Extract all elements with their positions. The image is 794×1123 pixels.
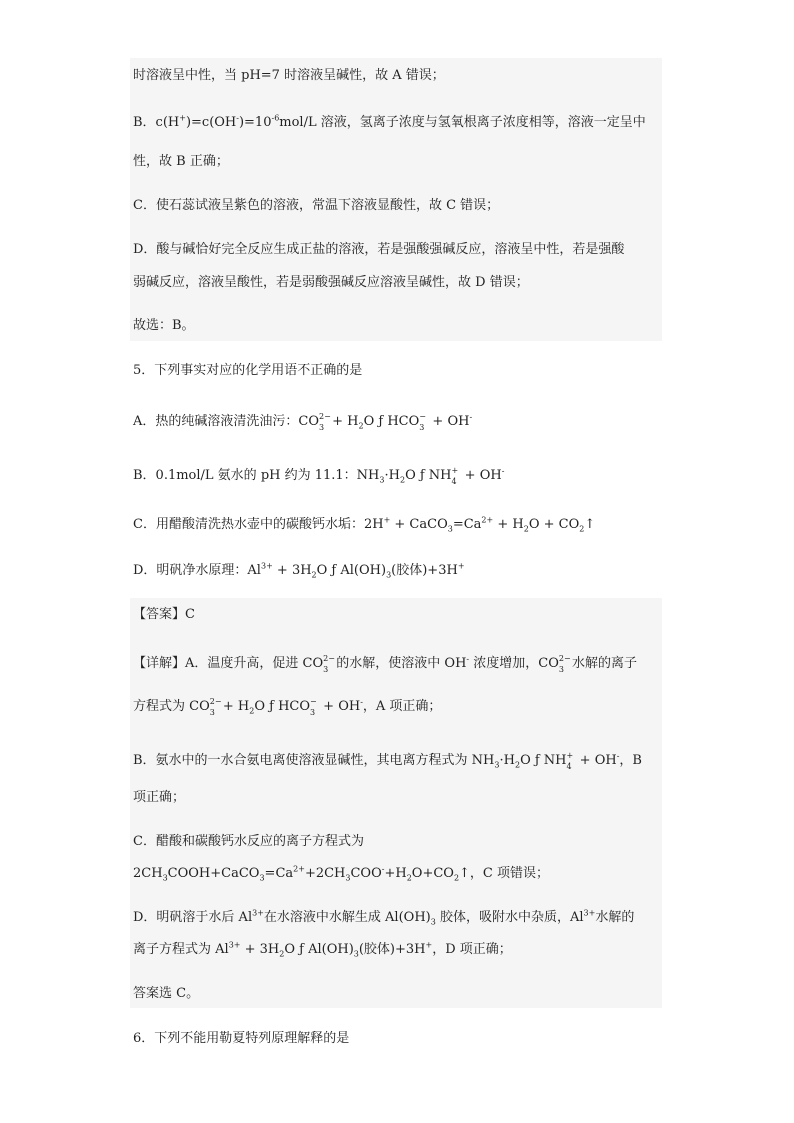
- solution-line: D．酸与碱恰好完全反应生成正盐的溶液，若是强酸强碱反应，溶液呈中性，若是强酸: [133, 242, 625, 257]
- option-a: A．热的纯碱溶液清洗油污：CO 2− 3 + $H_2O$ ƒ HCO − 3 + OH-: [133, 412, 473, 432]
- explanation-line: 方程式为 CO 2− 3 + $H_2O$ ƒ HCO − 3 + OH-，A 项正确；: [133, 697, 442, 717]
- explanation-line: $2CH_3COOH+CaCO_3=Ca^{2+}+2CH_3COO^-+H_2O+CO_2↑$，C 项错误；: [133, 864, 550, 883]
- solution-line: C．使石蕊试液呈紫色的溶液，常温下溶液显酸性，故 C 错误；: [133, 198, 500, 213]
- question-6-title: 6．下列不能用勒夏特列原理解释的是: [133, 1031, 350, 1046]
- option-b: B．0.1mol/L 氨水的 pH 约为 11.1：$NH_3\cdot H_2O$ ƒ NH + 4 + OH-: [133, 466, 505, 486]
- explanation-line: 离子方程式为 $Al^{3+} + 3H_2O$ ƒ $Al(OH)_3$(胶体)+3H+，D 项正确；: [133, 940, 512, 959]
- explanation-line: D．明矾溶于水后 $Al^{3+}$在水溶液中水解生成 $Al(OH)_3$ 胶体，吸附水中杂质，$Al^{3+}$水解的: [133, 908, 635, 927]
- answer-label: 【答案】C: [133, 607, 195, 622]
- solution-line: 时溶液呈中性，当 pH=7 时溶液呈碱性，故 A 错误；: [133, 68, 445, 83]
- option-c: C．用醋酸清洗热水壶中的碳酸钙水垢：$2H^+ + CaCO_3=Ca^{2+} + H_2O$ + $CO_2↑$: [133, 515, 596, 534]
- explanation-line: C．醋酸和碳酸钙水反应的离子方程式为: [133, 834, 364, 849]
- explanation-line: 答案选 C。: [133, 986, 200, 1001]
- explanation-line: 【详解】A．温度升高，促进 CO 2− 3 的水解，使溶液中 OH- 浓度增加，CO 2− 3 水解的离子: [133, 654, 637, 674]
- solution-line: 弱碱反应，溶液呈酸性，若是弱酸强碱反应溶液呈碱性，故 D 错误；: [133, 275, 529, 290]
- explanation-line: B．氨水中的一水合氨电离使溶液显碱性，其电离方程式为 $NH_3\cdot H_2O$ ƒ NH + 4 + OH-，B: [133, 751, 642, 771]
- solution-line: B．$c(H^+)=c(OH^-)=10^{-6}mol/L$ 溶液，氢离子浓度与氢氧根离子浓度相等，溶液一定呈中: [133, 113, 646, 130]
- solution-line: 性，故 B 正确；: [133, 154, 229, 169]
- solution-line: 故选：B。: [133, 318, 195, 333]
- question-5-title: 5．下列事实对应的化学用语不正确的是: [133, 363, 363, 378]
- explanation-line: 项正确；: [133, 790, 186, 805]
- option-d: D．明矾净水原理：$Al^{3+} + 3H_2O$ ƒ $Al(OH)_3$(胶体)+3H+: [133, 561, 465, 580]
